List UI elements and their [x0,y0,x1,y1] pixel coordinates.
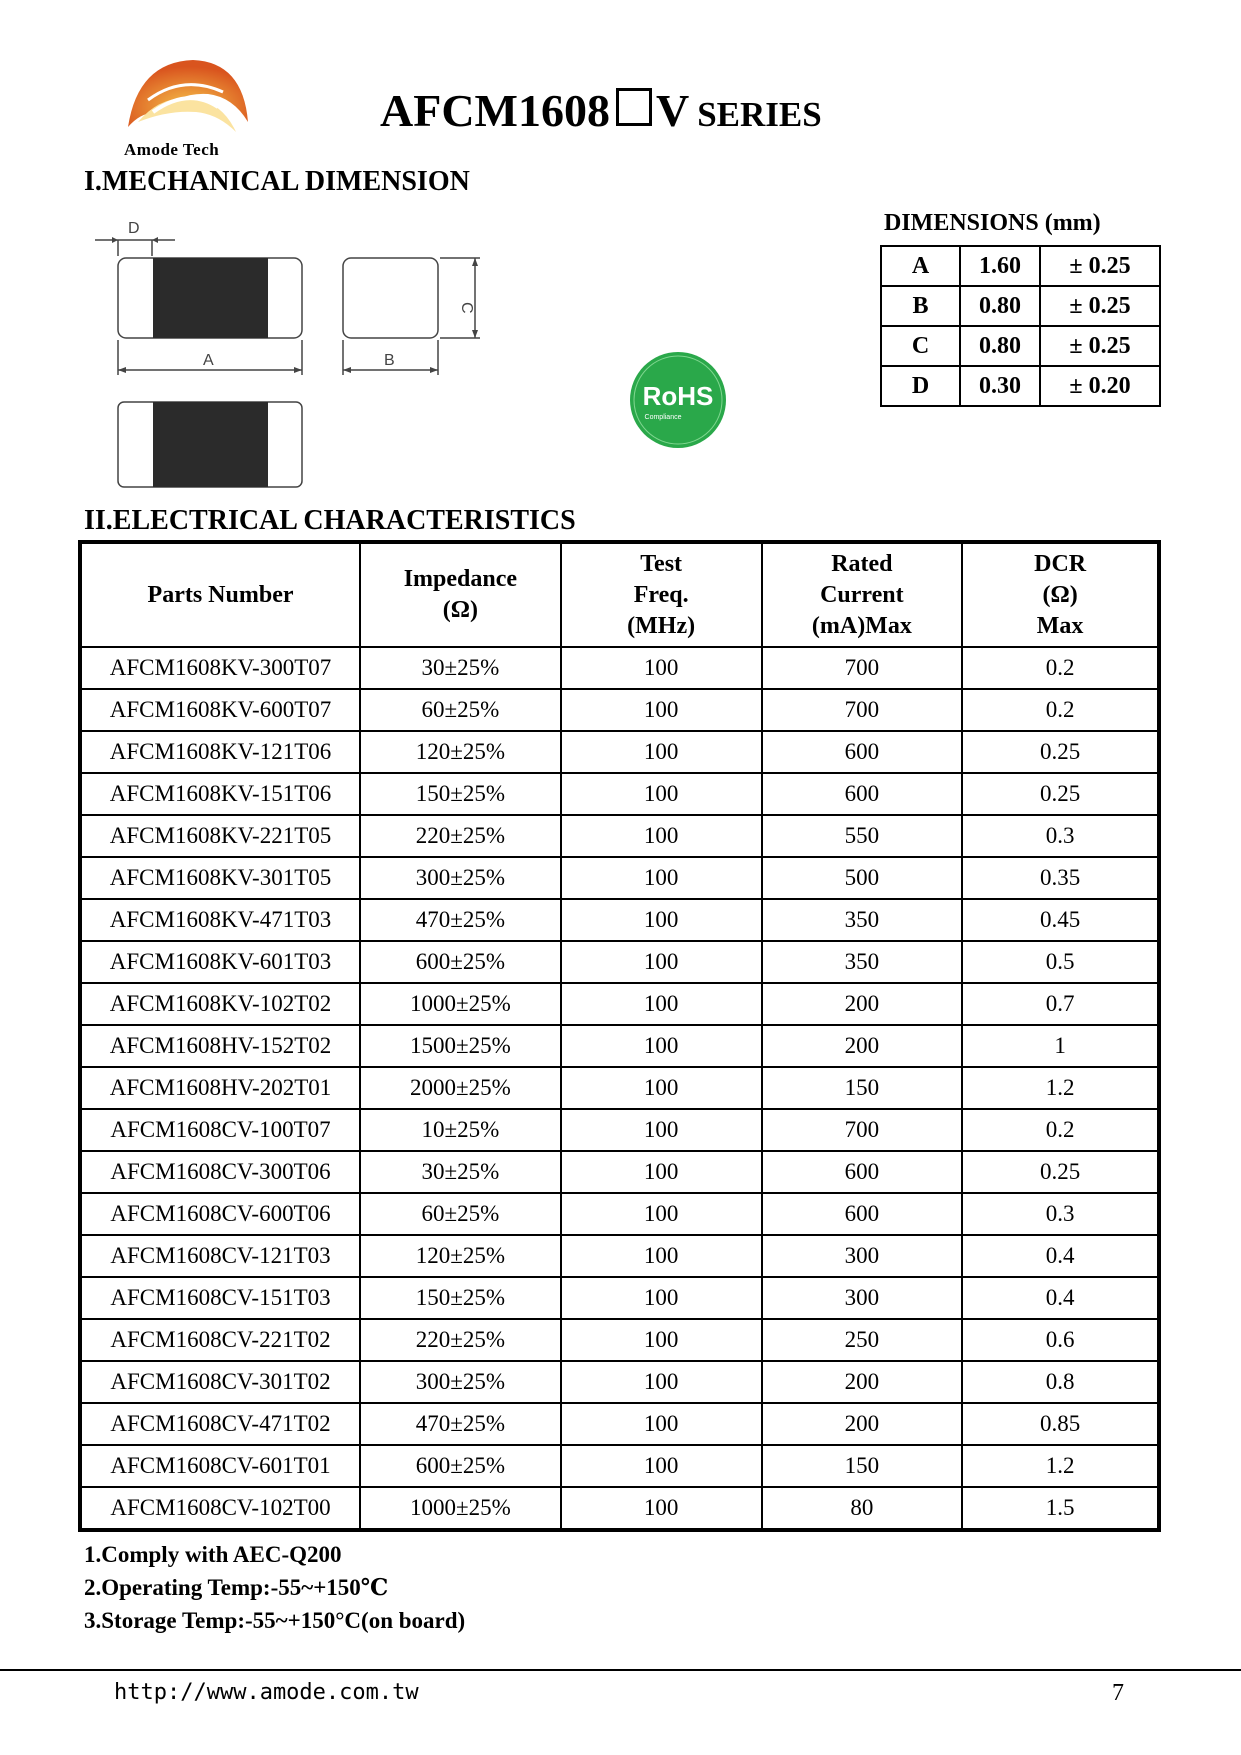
table-row [80,1235,1159,1277]
table-row [80,1067,1159,1109]
header-part-number: Parts Number [80,542,360,647]
note-item: 1.Comply with AEC-Q200 [84,1542,342,1567]
test-freq-cell: 100 [561,1067,762,1109]
dcr-cell: 0.25 [962,731,1159,773]
dimension-row [881,366,1160,406]
page-number: 7 [1112,1680,1124,1706]
dim-label-c: C [458,302,475,314]
test-freq-cell: 100 [561,1277,762,1319]
dimensions-table [880,245,1161,407]
dcr-cell: 0.4 [962,1277,1159,1319]
table-row [80,1445,1159,1487]
test-freq-cell: 100 [561,1193,762,1235]
rated-current-cell: 600 [762,773,963,815]
note-item: 3.Storage Temp:-55~+150°C(on board) [84,1608,466,1633]
impedance-cell: 600±25% [360,1445,561,1487]
impedance-cell: 220±25% [360,1319,561,1361]
footer-divider [0,1669,1241,1671]
test-freq-cell: 100 [561,815,762,857]
impedance-cell: 300±25% [360,1361,561,1403]
document-title [380,84,822,137]
table-row [80,983,1159,1025]
impedance-cell: 30±25% [360,1151,561,1193]
dcr-cell: 0.3 [962,1193,1159,1235]
dimension-row [881,326,1160,366]
test-freq-cell: 100 [561,1361,762,1403]
part-number-cell: AFCM1608KV-102T02 [80,983,360,1025]
test-freq-cell: 100 [561,1487,762,1530]
test-freq-cell: 100 [561,1109,762,1151]
dcr-cell: 1.2 [962,1067,1159,1109]
test-freq-cell: 100 [561,1025,762,1067]
table-header-row [80,542,1159,647]
table-row [80,1487,1159,1530]
header-test-freq: Test Freq. (MHz) [561,542,762,647]
impedance-cell: 1500±25% [360,1025,561,1067]
part-number-cell: AFCM1608KV-301T05 [80,857,360,899]
impedance-cell: 10±25% [360,1109,561,1151]
impedance-cell: 300±25% [360,857,561,899]
table-row [80,773,1159,815]
table-row [80,689,1159,731]
rated-current-cell: 600 [762,1151,963,1193]
rated-current-cell: 700 [762,1109,963,1151]
table-row [80,1319,1159,1361]
rated-current-cell: 600 [762,731,963,773]
test-freq-cell: 100 [561,773,762,815]
dcr-cell: 0.3 [962,815,1159,857]
part-number-cell: AFCM1608CV-151T03 [80,1277,360,1319]
dcr-cell: 0.35 [962,857,1159,899]
dimension-name: A [881,246,960,286]
test-freq-cell: 100 [561,731,762,773]
dimension-tolerance: ± 0.25 [1040,286,1160,326]
note-item: 2.Operating Temp:-55~+150℃ [84,1575,389,1600]
part-number-cell: AFCM1608CV-102T00 [80,1487,360,1530]
test-freq-cell: 100 [561,647,762,689]
dimensions-caption: DIMENSIONS (mm) [884,210,1101,236]
rated-current-cell: 250 [762,1319,963,1361]
table-row [80,1109,1159,1151]
part-number-cell: AFCM1608CV-300T06 [80,1151,360,1193]
dimension-value: 0.80 [960,286,1040,326]
rated-current-cell: 300 [762,1235,963,1277]
dcr-cell: 0.4 [962,1235,1159,1277]
rated-current-cell: 200 [762,1403,963,1445]
part-number-cell: AFCM1608KV-600T07 [80,689,360,731]
section-title-mechanical: I.MECHANICAL DIMENSION [84,166,470,197]
header-impedance: Impedance (Ω) [360,542,561,647]
table-row [80,857,1159,899]
test-freq-cell: 100 [561,1403,762,1445]
dimension-name: D [881,366,960,406]
impedance-cell: 1000±25% [360,1487,561,1530]
test-freq-cell: 100 [561,899,762,941]
part-number-cell: AFCM1608HV-152T02 [80,1025,360,1067]
footer-url: http://www.amode.com.tw [114,1680,419,1705]
dcr-cell: 0.2 [962,1109,1159,1151]
rated-current-cell: 200 [762,1361,963,1403]
electrical-characteristics-table [78,540,1161,1532]
dimension-value: 0.80 [960,326,1040,366]
part-number-cell: AFCM1608CV-471T02 [80,1403,360,1445]
dcr-cell: 0.2 [962,647,1159,689]
part-number-cell: AFCM1608HV-202T01 [80,1067,360,1109]
impedance-cell: 150±25% [360,773,561,815]
dimension-name: C [881,326,960,366]
dim-label-b: B [384,352,395,369]
test-freq-cell: 100 [561,689,762,731]
impedance-cell: 470±25% [360,1403,561,1445]
dimension-tolerance: ± 0.25 [1040,326,1160,366]
part-number-cell: AFCM1608CV-600T06 [80,1193,360,1235]
impedance-cell: 2000±25% [360,1067,561,1109]
dim-label-a: A [203,352,214,369]
dcr-cell: 0.25 [962,1151,1159,1193]
rohs-text: RoHS [642,381,714,411]
dcr-cell: 0.7 [962,983,1159,1025]
dcr-cell: 1.2 [962,1445,1159,1487]
table-row [80,1151,1159,1193]
table-row [80,647,1159,689]
impedance-cell: 30±25% [360,647,561,689]
rated-current-cell: 350 [762,941,963,983]
rohs-subtext: Compliance [644,414,682,421]
dim-label-d: D [128,220,140,237]
impedance-cell: 60±25% [360,1193,561,1235]
dcr-cell: 0.5 [962,941,1159,983]
part-number-cell: AFCM1608KV-221T05 [80,815,360,857]
logo-text: Amode Tech [124,140,220,159]
table-row [80,731,1159,773]
impedance-cell: 60±25% [360,689,561,731]
dimension-value: 1.60 [960,246,1040,286]
part-number-cell: AFCM1608CV-100T07 [80,1109,360,1151]
test-freq-cell: 100 [561,857,762,899]
dcr-cell: 0.8 [962,1361,1159,1403]
rated-current-cell: 700 [762,689,963,731]
rated-current-cell: 350 [762,899,963,941]
test-freq-cell: 100 [561,983,762,1025]
dimension-row [881,246,1160,286]
part-number-cell: AFCM1608KV-471T03 [80,899,360,941]
test-freq-cell: 100 [561,1319,762,1361]
part-number-cell: AFCM1608KV-151T06 [80,773,360,815]
dcr-cell: 1 [962,1025,1159,1067]
dcr-cell: 0.85 [962,1403,1159,1445]
table-row [80,1403,1159,1445]
dimension-name: B [881,286,960,326]
impedance-cell: 600±25% [360,941,561,983]
rated-current-cell: 200 [762,1025,963,1067]
impedance-cell: 120±25% [360,731,561,773]
header-rated-current: Rated Current (mA)Max [762,542,963,647]
impedance-cell: 150±25% [360,1277,561,1319]
table-row [80,1193,1159,1235]
table-row [80,815,1159,857]
table-row [80,941,1159,983]
section-title-electrical: II.ELECTRICAL CHARACTERISTICS [84,505,576,536]
rated-current-cell: 80 [762,1487,963,1530]
rated-current-cell: 300 [762,1277,963,1319]
impedance-cell: 120±25% [360,1235,561,1277]
part-number-cell: AFCM1608KV-121T06 [80,731,360,773]
rated-current-cell: 500 [762,857,963,899]
rated-current-cell: 150 [762,1067,963,1109]
part-number-cell: AFCM1608CV-601T01 [80,1445,360,1487]
test-freq-cell: 100 [561,1151,762,1193]
rohs-badge [628,350,728,450]
test-freq-cell: 100 [561,1445,762,1487]
dimension-value: 0.30 [960,366,1040,406]
part-number-cell: AFCM1608CV-221T02 [80,1319,360,1361]
impedance-cell: 470±25% [360,899,561,941]
dimension-tolerance: ± 0.25 [1040,246,1160,286]
part-number-cell: AFCM1608KV-300T07 [80,647,360,689]
part-number-cell: AFCM1608CV-301T02 [80,1361,360,1403]
table-row [80,1025,1159,1067]
test-freq-cell: 100 [561,941,762,983]
dcr-cell: 0.2 [962,689,1159,731]
title-placeholder-box [616,88,652,126]
part-number-cell: AFCM1608CV-121T03 [80,1235,360,1277]
title-main: AFCM1608 [380,85,610,136]
test-freq-cell: 100 [561,1235,762,1277]
table-row [80,1361,1159,1403]
dcr-cell: 1.5 [962,1487,1159,1530]
dimension-tolerance: ± 0.20 [1040,366,1160,406]
dcr-cell: 0.25 [962,773,1159,815]
impedance-cell: 220±25% [360,815,561,857]
dimension-row [881,286,1160,326]
rated-current-cell: 550 [762,815,963,857]
part-number-cell: AFCM1608KV-601T03 [80,941,360,983]
notes [84,1538,465,1637]
title-series: SERIES [697,95,822,134]
table-row [80,1277,1159,1319]
table-row [80,899,1159,941]
impedance-cell: 1000±25% [360,983,561,1025]
rated-current-cell: 600 [762,1193,963,1235]
rated-current-cell: 150 [762,1445,963,1487]
rated-current-cell: 700 [762,647,963,689]
title-suffix: V [655,85,690,136]
dcr-cell: 0.45 [962,899,1159,941]
header-dcr: DCR (Ω) Max [962,542,1159,647]
mechanical-dimension-drawing [90,210,520,495]
rated-current-cell: 200 [762,983,963,1025]
dcr-cell: 0.6 [962,1319,1159,1361]
